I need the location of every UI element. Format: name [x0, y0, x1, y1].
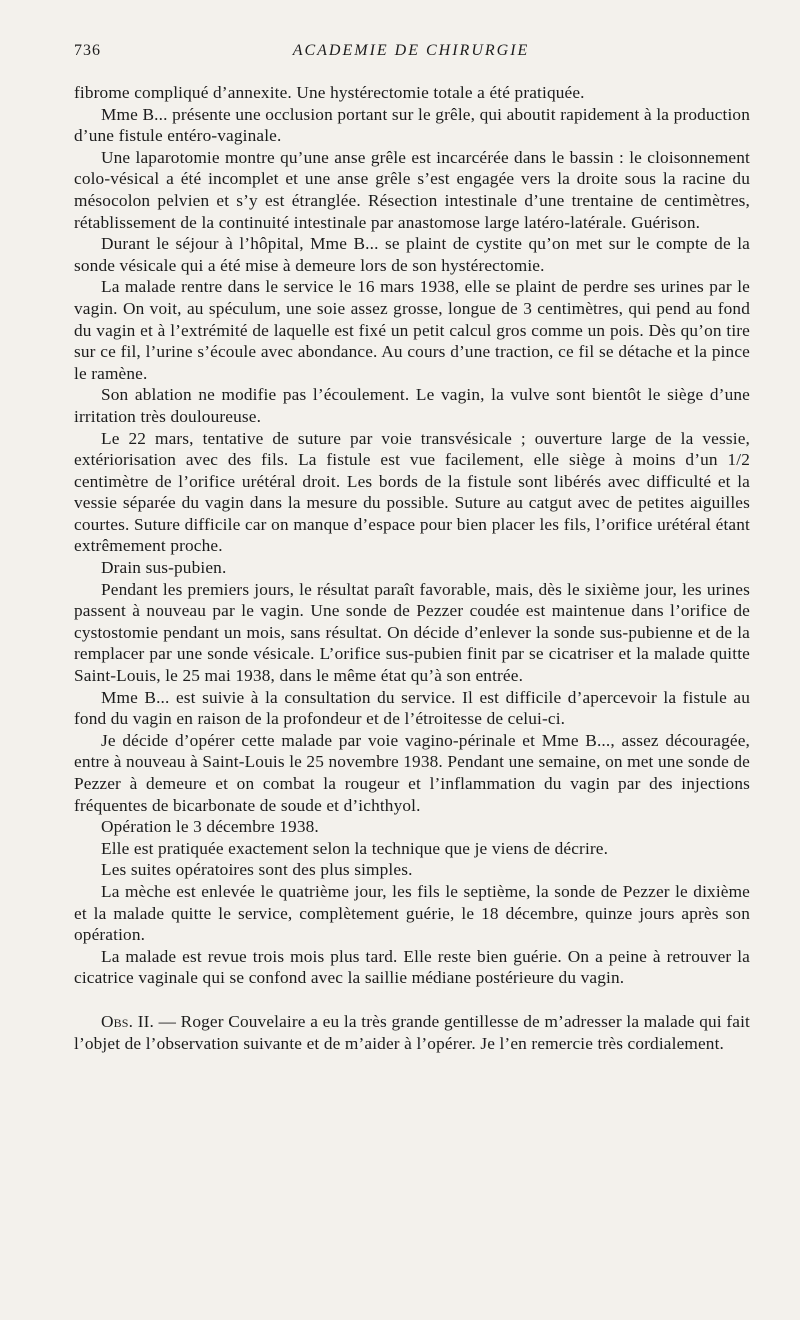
paragraph: Drain sus-pubien.	[101, 558, 227, 578]
page-header	[74, 42, 748, 66]
observation-paragraph	[74, 1011, 750, 1054]
paragraph: Elle est pratiquée exactement selon la technique que je viens de décrire.	[101, 838, 609, 858]
running-title: ACADEMIE DE CHIRURGIE	[292, 42, 530, 59]
page-number: 736	[74, 42, 101, 59]
observation-text: — Roger Couvelaire a eu la très grande gentillesse de m’adresser la malade qui fait l’objet de l’observation suivante et de m’aider à l’opérer. Je l’en remercie très cordialement.	[74, 1011, 750, 1053]
paragraph: Je décide d’opérer cette malade par voie vagino-périnale et Mme B..., assez découragée, entre à nouveau à Saint-Louis le 25 novembre 1938. Pendant une semaine, on met une sonde de Pezzer à demeure et on combat la rougeur et l’inflammation du vagin par des injections fréquentes de bicarbonate de soude et d’ichthyol.	[74, 730, 750, 815]
observation-label: Obs. II.	[101, 1011, 154, 1031]
paragraph: Mme B... présente une occlusion portant sur le grêle, qui aboutit rapidement à la production d’une fistule entéro-vaginale.	[74, 104, 750, 146]
paragraph: La mèche est enlevée le quatrième jour, les fils le septième, la sonde de Pezzer le dixième et la malade quitte le service, complètement guérie, le 18 décembre, quinze jours après son opération.	[74, 881, 750, 945]
paragraph: Opération le 3 décembre 1938.	[101, 817, 319, 837]
paragraph: fibrome compliqué d’annexite. Une hystérectomie totale a été pratiquée.	[74, 83, 585, 102]
body-text	[74, 82, 750, 1054]
paragraph: Le 22 mars, tentative de suture par voie transvésicale ; ouverture large de la vessie, extériorisation avec des fils. La fistule est vue facilement, elle siège à moins d’un 1/2 centimètre de l’orifice urétéral droit. Les bords de la fistule sont libérés avec difficulté et la vessie séparée du vagin dans la mesure du possible. Suture au catgut avec de petites aiguilles courtes. Suture difficile car on manque d’espace pour bien placer les fils, l’orifice urétéral étant extrêmement proche.	[74, 428, 750, 556]
paragraph: Mme B... est suivie à la consultation du service. Il est difficile d’apercevoir la fistule au fond du vagin en raison de la profondeur et de l’étroitesse de celui-ci.	[74, 687, 750, 729]
paragraph: Une laparotomie montre qu’une anse grêle est incarcérée dans le bassin : le cloisonnement colo-vésical a été incomplet et une anse grêle s’est engagée vers la droite sous la racine du mésocolon pelvien et s’y est étranglée. Résection intestinale d’une trentaine de centimètres, rétablissement de la continuité intestinale par anastomose large latéro-latérale. Guérison.	[74, 147, 750, 232]
paragraph: Son ablation ne modifie pas l’écoulement. Le vagin, la vulve sont bientôt le siège d’une irritation très douloureuse.	[74, 385, 750, 426]
paragraph: La malade est revue trois mois plus tard. Elle reste bien guérie. On a peine à retrouver la cicatrice vaginale qui se confond avec la saillie médiane postérieure du vagin.	[74, 946, 750, 988]
paragraph: Pendant les premiers jours, le résultat paraît favorable, mais, dès le sixième jour, les urines passent à nouveau par le vagin. Une sonde de Pezzer coudée est maintenue dans l’orifice de cystostomie pendant un mois, sans résultat. On décide d’enlever la sonde sus-pubienne et de la remplacer par une sonde vésicale. L’orifice sus-pubien finit par se cicatriser et la malade quitte Saint-Louis, le 25 mai 1938, dans le même état qu’à son entrée.	[74, 579, 750, 686]
paragraph: Durant le séjour à l’hôpital, Mme B... se plaint de cystite qu’on met sur le compte de la sonde vésicale qui a été mise à demeure lors de son hystérectomie.	[74, 234, 750, 275]
paragraph: Les suites opératoires sont des plus simples.	[101, 860, 413, 880]
paragraph: La malade rentre dans le service le 16 mars 1938, elle se plaint de perdre ses urines par le vagin. On voit, au spéculum, une soie assez grosse, longue de 3 centimètres, qui pend au fond du vagin et à l’extrémité de laquelle est fixé un petit calcul gros comme un pois. Dès qu’on tire sur ce fil, l’urine s’écoule avec abondance. Au cours d’une traction, ce fil se détache et la pince le ramène.	[74, 277, 750, 383]
